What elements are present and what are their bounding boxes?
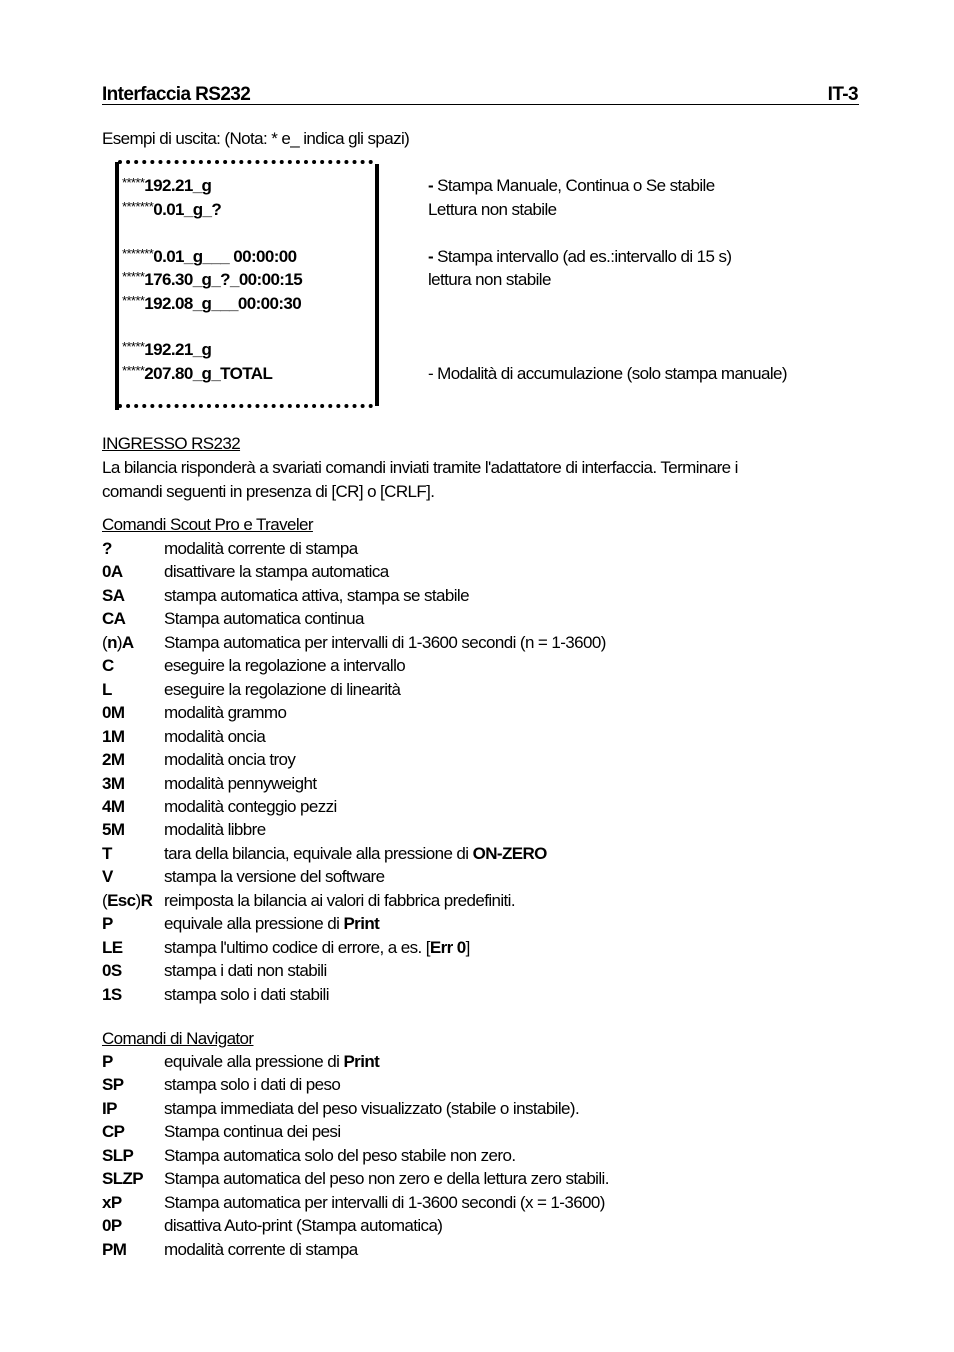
command-description: modalità pennyweight [164, 773, 317, 793]
example-description: - Stampa intervallo (ad es.:intervallo di 15 s) [428, 247, 732, 266]
section-title: Interfaccia RS232 [102, 84, 251, 105]
command-key: 0S [102, 961, 122, 981]
command-description: modalità oncia troy [164, 750, 296, 770]
command-description: Stampa automatica solo del peso stabile non zero. [164, 1145, 516, 1165]
command-description: equivale alla pressione di Print [164, 1052, 380, 1071]
command-description: disattiva Auto-print (Stampa automatica) [164, 1216, 443, 1236]
command-key: 2M [102, 750, 125, 770]
command-description: stampa i dati non stabili [164, 961, 327, 981]
command-key: C [102, 656, 114, 676]
command-description: eseguire la regolazione di linearità [164, 679, 401, 699]
command-key: P [102, 914, 113, 934]
command-key: 3M [102, 773, 125, 793]
navigator-commands-heading: Comandi di Navigator [102, 1029, 254, 1048]
command-key: xP [102, 1192, 122, 1212]
sample-output-line: *****192.21_g [122, 175, 212, 195]
example-description: Lettura non stabile [428, 200, 557, 219]
command-description: modalità oncia [164, 726, 266, 746]
sample-output-line: *******0.01_g_? [122, 199, 222, 219]
command-description: stampa automatica attiva, stampa se stabile [164, 585, 469, 605]
input-paragraph-line: comandi seguenti in presenza di [CR] o [CRLF]. [102, 482, 435, 501]
header-divider [102, 104, 859, 105]
input-paragraph-line: La bilancia risponderà a svariati comandi inviati tramite l'adattatore di interfaccia. Terminare i [102, 458, 738, 477]
scout-commands-heading: Comandi Scout Pro e Traveler [102, 515, 313, 534]
example-description: - Modalità di accumulazione (solo stampa manuale) [428, 364, 787, 383]
command-description: stampa solo i dati di peso [164, 1075, 341, 1095]
command-description: stampa solo i dati stabili [164, 984, 329, 1004]
command-key: 1S [102, 984, 122, 1004]
command-key: CP [102, 1122, 125, 1142]
examples-intro: Esempi di uscita: (Nota: * e_ indica gli spazi) [102, 129, 410, 148]
command-description: Stampa automatica continua [164, 609, 364, 629]
command-description: eseguire la regolazione a intervallo [164, 656, 406, 676]
example-description: - Stampa Manuale, Continua o Se stabile [428, 176, 715, 195]
command-description: reimposta la bilancia ai valori di fabbrica predefiniti. [164, 890, 515, 910]
command-key: 0A [102, 562, 123, 582]
command-key: SA [102, 585, 125, 605]
command-key: 0P [102, 1216, 122, 1236]
command-description: Stampa automatica per intervalli di 1-3600 secondi (x = 1-3600) [164, 1192, 605, 1212]
printout-top-perforation [118, 160, 373, 164]
sample-output-line: *****176.30_g_?_00:00:15 [122, 269, 303, 289]
printout-left-edge [115, 162, 119, 410]
example-description: lettura non stabile [428, 270, 551, 289]
command-description: Stampa continua dei pesi [164, 1122, 341, 1142]
command-key: P [102, 1052, 113, 1071]
command-description: modalità grammo [164, 703, 287, 723]
command-key: V [102, 867, 113, 887]
command-key: 0M [102, 703, 125, 723]
command-description: modalità conteggio pezzi [164, 796, 337, 816]
printout-bottom-perforation [118, 404, 373, 408]
command-key: (Esc)R [102, 890, 153, 910]
command-key: SLP [102, 1145, 134, 1165]
command-key: T [102, 843, 112, 863]
command-key: ? [102, 539, 112, 558]
sample-output-line: *******0.01_g___ 00:00:00 [122, 246, 297, 266]
command-description: modalità corrente di stampa [164, 1239, 358, 1259]
command-description: modalità libbre [164, 820, 266, 840]
sample-printout [114, 160, 379, 410]
command-description: stampa la versione del software [164, 867, 385, 887]
command-key: CA [102, 609, 126, 629]
command-description: Stampa automatica del peso non zero e della lettura zero stabili. [164, 1169, 609, 1189]
command-key: PM [102, 1239, 127, 1259]
command-key: IP [102, 1098, 117, 1118]
command-key: SP [102, 1075, 124, 1095]
command-description: stampa l'ultimo codice di errore, a es. [Err 0] [164, 937, 470, 957]
command-description: modalità corrente di stampa [164, 539, 358, 558]
command-description: Stampa automatica per intervalli di 1-3600 secondi (n = 1-3600) [164, 632, 606, 652]
command-description: equivale alla pressione di Print [164, 914, 380, 934]
sample-output-line: *****207.80_g_TOTAL [122, 363, 273, 383]
command-key: SLZP [102, 1169, 144, 1189]
command-description: stampa immediata del peso visualizzato (stabile o instabile). [164, 1098, 580, 1118]
command-key: 4M [102, 796, 125, 816]
command-key: 5M [102, 820, 125, 840]
command-description: tara della bilancia, equivale alla pressione di ON-ZERO [164, 843, 547, 863]
command-key: 1M [102, 726, 125, 746]
sample-output-line: *****192.08_g___00:00:30 [122, 293, 302, 313]
printout-right-edge [375, 164, 379, 406]
page-number: IT-3 [827, 84, 858, 105]
sample-output-line: *****192.21_g [122, 339, 212, 359]
command-key: LE [102, 937, 123, 957]
input-heading: INGRESSO RS232 [102, 434, 241, 453]
command-key: (n)A [102, 632, 134, 652]
command-description: disattivare la stampa automatica [164, 562, 389, 582]
command-key: L [102, 679, 112, 699]
